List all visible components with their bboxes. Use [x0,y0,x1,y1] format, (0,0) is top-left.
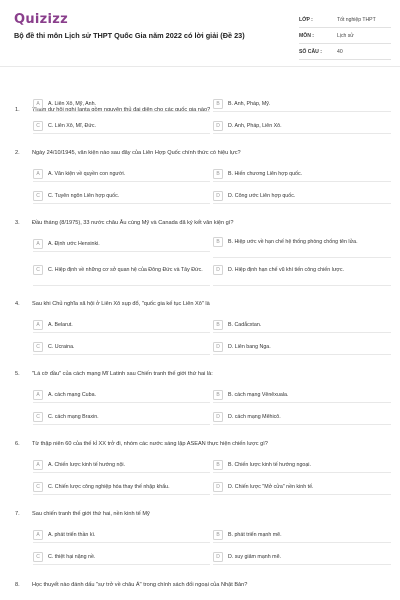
option-text: A. Belarut. [48,321,73,328]
option-text: A. cách mạng Cuba. [48,391,96,398]
option-letter-badge: C [33,191,43,201]
option-text: A. Định ước Henxinki. [48,240,100,247]
meta-value: Lịch sử [337,32,354,39]
question-number: 7. [15,511,20,517]
option-letter-badge: A [33,239,43,249]
option-b[interactable] [213,236,391,258]
meta-label: LỚP : [299,16,313,23]
option-letter-badge: A [33,460,43,470]
option-text: C. Ucraina. [48,343,75,350]
option-c[interactable] [33,190,210,204]
option-text: D. Anh, Pháp, Liên Xô. [228,122,282,129]
question-text: Đầu tháng (8/1975), 33 nước châu Âu cùng Mỹ và Canada đã ký kết văn kiện gì? [32,220,234,226]
option-text: B. phát triển mạnh mẽ. [228,531,282,538]
option-letter-badge: B [213,99,223,109]
option-d[interactable] [213,341,391,355]
question-text: Ngày 24/10/1945, văn kiện nào sau đây của Liên Hợp Quốc chính thức có hiệu lực? [32,150,241,156]
option-text: B. Hiến chương Liên hợp quốc. [228,170,303,177]
question-number: 6. [15,441,20,447]
option-letter-badge: B [213,169,223,179]
option-letter-badge: C [33,121,43,131]
option-a[interactable] [33,238,210,252]
option-letter-badge: C [33,342,43,352]
option-letter-badge: C [33,412,43,422]
option-letter-badge: D [213,265,223,275]
question-number: 4. [15,301,20,307]
option-d[interactable] [213,411,391,425]
option-b[interactable] [213,98,391,112]
question-number: 5. [15,371,20,377]
option-c[interactable] [33,341,210,355]
option-d[interactable] [213,481,391,495]
option-a[interactable] [33,98,210,112]
question-text: "Lá cờ đầu" của cách mạng Mĩ Latinh sau Chiến tranh thế giới thứ hai là: [32,371,213,377]
question-number: 1. [15,107,20,113]
option-text: C. cách mạng Braxin. [48,413,99,420]
question-number: 2. [15,150,20,156]
option-text: C. Liên Xô, Mĩ, Đức. [48,122,96,129]
option-letter-badge: D [213,121,223,131]
meta-label: MÔN : [299,32,314,39]
quizizz-logo: Quizizz [14,12,69,27]
option-text: B. cách mạng Vênêxuala. [228,391,289,398]
meta-value: Tốt nghiệp THPT [337,16,376,23]
option-letter-badge: B [213,320,223,330]
option-a[interactable] [33,389,210,403]
option-letter-badge: D [213,191,223,201]
question-text: Tham dự hội nghị Ianta gồm nguyên thủ đại diện cho các quốc gia nào? [32,107,211,113]
meta-value: 40 [337,48,343,55]
option-letter-badge: B [213,390,223,400]
option-letter-badge: D [213,482,223,492]
option-letter-badge: A [33,530,43,540]
option-letter-badge: A [33,169,43,179]
option-letter-badge: B [213,237,223,247]
option-c[interactable] [33,120,210,134]
option-text: D. Liên bang Nga. [228,343,271,350]
option-a[interactable] [33,319,210,333]
option-letter-badge: A [33,320,43,330]
page-title: Bộ đề thi môn Lịch sử THPT Quốc Gia năm 2022 có lời giải (Đề 23) [14,31,245,40]
option-letter-badge: C [33,265,43,275]
option-text: D. Công ước Liên hợp quốc. [228,192,296,199]
option-letter-badge: B [213,460,223,470]
option-d[interactable] [213,190,391,204]
question-number: 8. [15,582,20,588]
header-divider [0,66,400,67]
option-d[interactable] [213,120,391,134]
option-b[interactable] [213,168,391,182]
option-text: D. suy giảm mạnh mẽ. [228,553,281,560]
option-letter-badge: D [213,552,223,562]
option-d[interactable] [213,264,391,286]
option-letter-badge: D [213,412,223,422]
option-letter-badge: A [33,390,43,400]
option-text: A. Văn kiện về quyền con người. [48,170,126,177]
option-letter-badge: A [33,99,43,109]
option-text: B. Anh, Pháp, Mỹ. [228,100,271,107]
option-b[interactable] [213,459,391,473]
question-text: Từ thập niên 60 của thế kỉ XX trở đi, nhóm các nước sáng lập ASEAN thực hiện chiến lược gì? [32,441,268,447]
option-b[interactable] [213,529,391,543]
option-text: C. Chiến lược công nghiệp hóa thay thế nhập khẩu. [48,483,170,490]
meta-row-count [299,44,391,60]
meta-row-subject [299,28,391,44]
option-text: B. Chiến lược kinh tế hướng ngoại. [228,461,311,468]
option-text: A. Chiến lược kinh tế hướng nội. [48,461,126,468]
option-letter-badge: D [213,342,223,352]
question-number: 3. [15,220,20,226]
question-text: Học thuyết nào đánh dấu "sự trở về châu Á" trong chính sách đối ngoại của Nhật Bản? [32,582,248,588]
option-text: C. Hiệp định về những cơ sở quan hệ của Đông Đức và Tây Đức. [48,266,203,273]
option-text: B. Hiệp ước về hạn chế hệ thống phòng chống tên lửa. [228,238,358,245]
option-c[interactable] [33,411,210,425]
option-letter-badge: C [33,552,43,562]
question-text: Sau chiến tranh thế giới thứ hai, nền kinh tế Mỹ [32,511,150,517]
option-text: A. Liên Xô, Mỹ, Anh. [48,100,96,107]
option-text: C. Tuyên ngôn Liên hợp quốc. [48,192,120,199]
question-text: Sau khi Chủ nghĩa xã hội ở Liên Xô sụp đổ, "quốc gia kế tục Liên Xô" là [32,301,210,307]
option-a[interactable] [33,168,210,182]
option-text: B. Cadắcxtan. [228,321,262,328]
option-b[interactable] [213,319,391,333]
option-text: A. phát triển thần kì. [48,531,96,538]
option-d[interactable] [213,551,391,565]
option-b[interactable] [213,389,391,403]
option-text: C. thiệt hại nặng nề. [48,553,96,560]
option-c[interactable] [33,481,210,495]
meta-label: SỐ CÂU : [299,48,322,55]
worksheet-meta [299,12,391,60]
option-letter-badge: C [33,482,43,492]
option-letter-badge: B [213,530,223,540]
option-a[interactable] [33,529,210,543]
option-c[interactable] [33,551,210,565]
option-text: D. Hiệp định hạn chế vũ khí tiến công chiến lược. [228,266,344,273]
option-text: D. Chiến lược "Mở cửa" nền kinh tế. [228,483,314,490]
option-a[interactable] [33,459,210,473]
option-text: D. cách mạng Mêhicô. [228,413,281,420]
option-c[interactable] [33,264,210,286]
meta-row-class [299,12,391,28]
